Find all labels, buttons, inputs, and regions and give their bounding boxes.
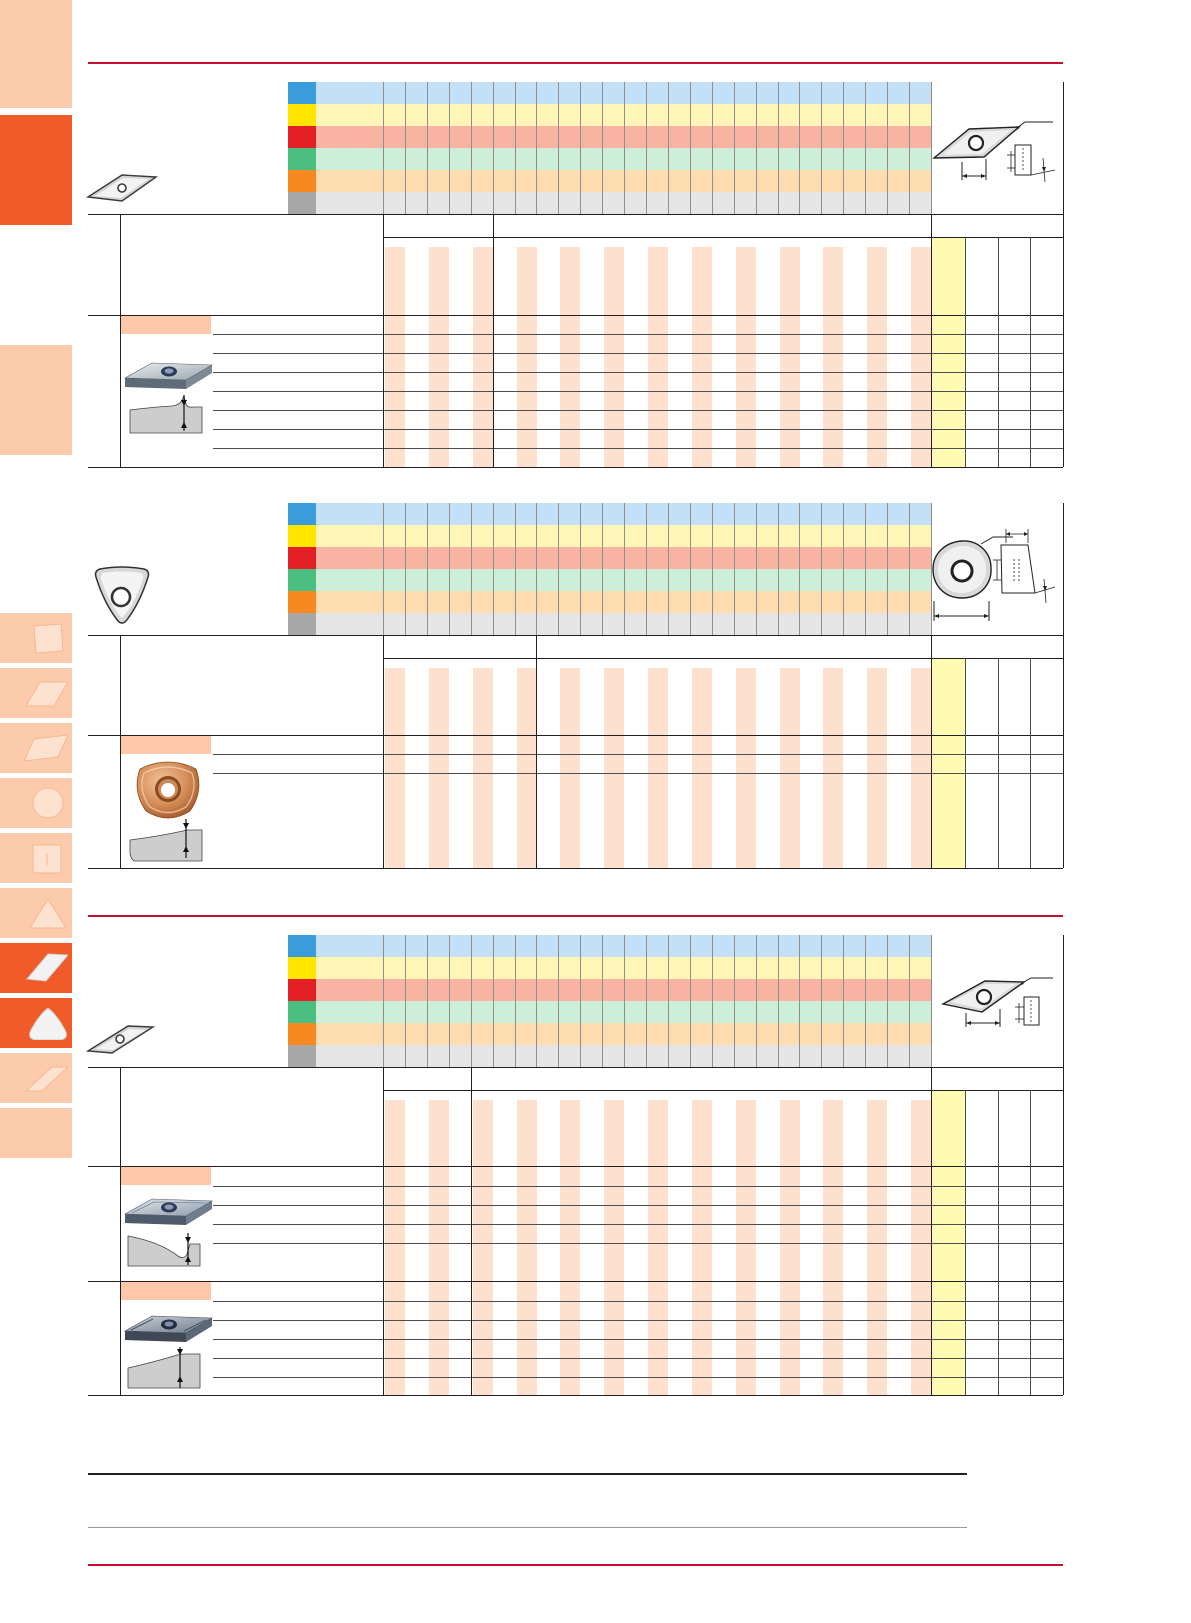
- section-3-cutting-edge-diagram-a: [124, 1230, 204, 1270]
- section-3-dimension-drawing: [931, 935, 1062, 1066]
- section-2-cutting-edge-diagram: [126, 818, 204, 864]
- section-2-dimension-drawing: [931, 503, 1062, 634]
- section-3-insert-photo-a: [122, 1194, 214, 1234]
- section-3-insert-photo-b: [122, 1312, 214, 1350]
- section-1-insert-photo: [122, 358, 214, 398]
- section-1-insert-shape-icon: [86, 172, 158, 204]
- section-1-dimension-drawing: [931, 82, 1062, 213]
- section-1-cutting-edge-diagram: [126, 394, 204, 436]
- section-2-insert-photo: [130, 755, 206, 823]
- section-3-insert-shape-icon: [86, 1023, 156, 1055]
- section-2-insert-shape-icon: [90, 563, 154, 627]
- section-3-cutting-edge-diagram-b: [124, 1346, 204, 1392]
